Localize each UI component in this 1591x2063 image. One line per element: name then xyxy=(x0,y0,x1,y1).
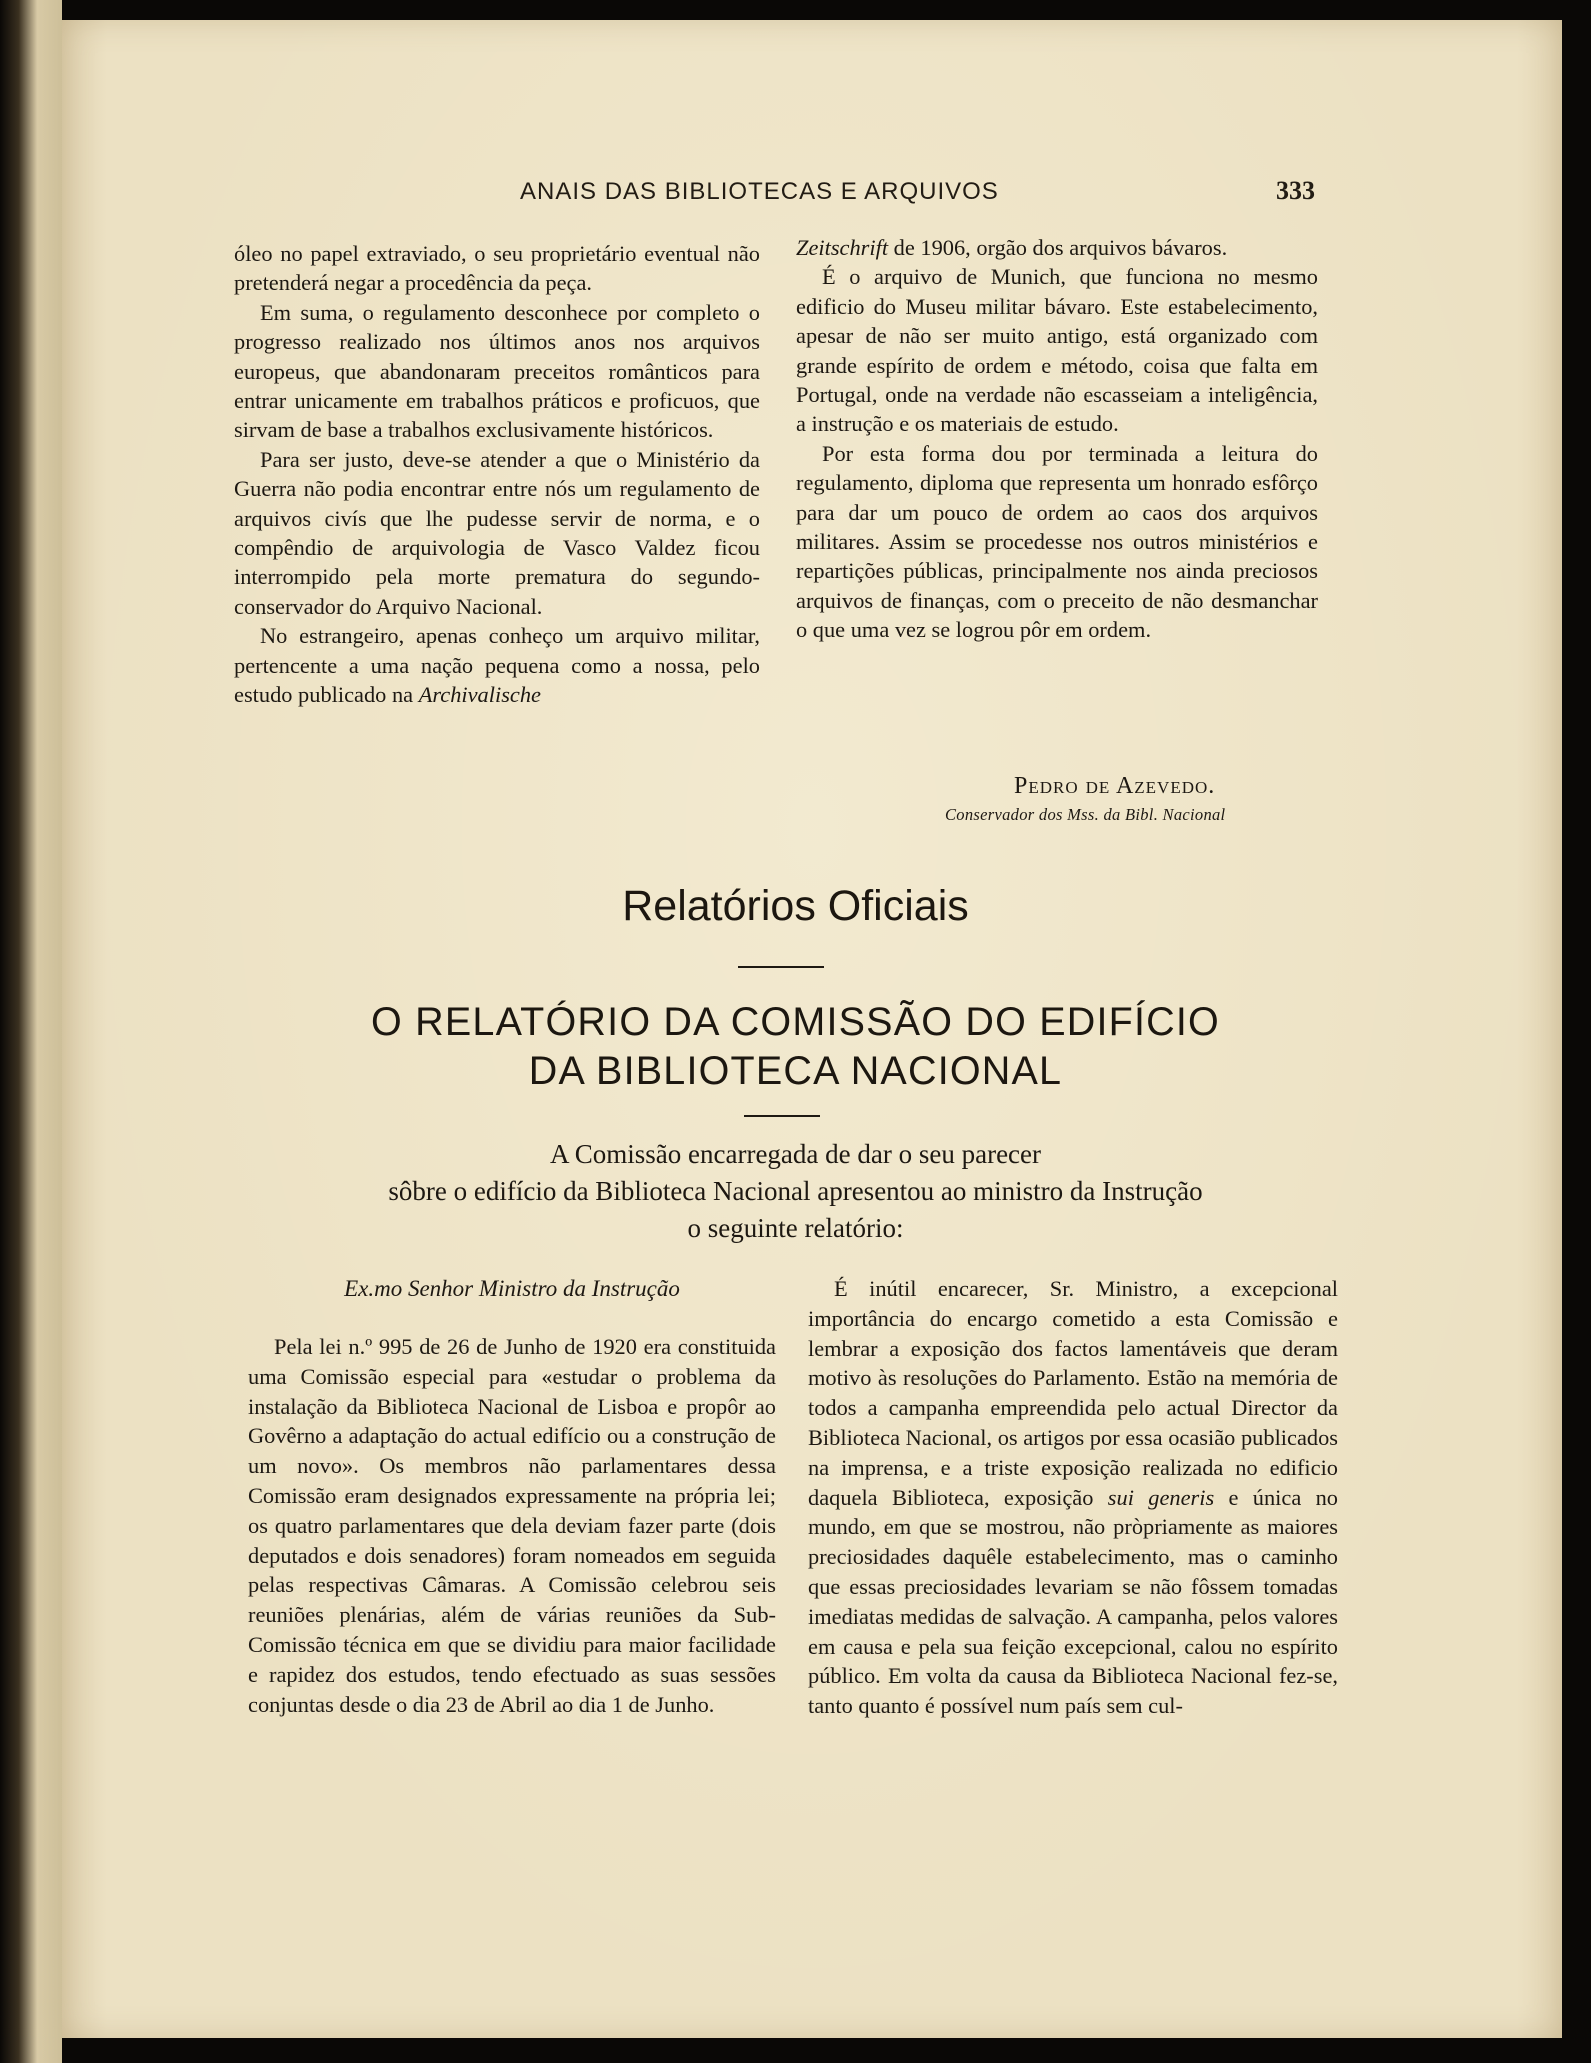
top-left-column xyxy=(234,239,760,710)
signature-role: Conservador dos Mss. da Bibl. Nacional xyxy=(945,805,1226,824)
journal-title: Archivalische xyxy=(418,682,541,708)
paragraph xyxy=(234,621,760,709)
paragraph-text: e única no mundo, em que se mostrou, não pròpriamente as maiores preciosidades daquêle estabelecimento, mas o caminho que essas preciosidades levariam se não fôssem tomadas imediatas medidas de salvação. A campanha, pelos valores em causa e pela sua feição excepcional, calou no espírito público. Em volta da causa da Biblioteca Nacional fez-se, tanto quanto é possível num país sem cul- xyxy=(808,1484,1338,1719)
paragraph xyxy=(808,1274,1338,1721)
intro-line: sôbre o edifício da Biblioteca Nacional apresentou ao ministro da Instrução xyxy=(388,1176,1203,1206)
paragraph-text: É inútil encarecer, Sr. Ministro, a excepcional importância do encargo cometido a esta Comissão e lembrar a exposição dos factos lamentáveis que deram motivo às resoluções do Parlamento. Estão na memória de todos a campanha empreendida pelo actual Director da Biblioteca Nacional, os artigos por essa ocasião publicados na imprensa, e a triste exposição realizada no edificio daquela Biblioteca, exposição xyxy=(808,1276,1338,1510)
salutation: Ex.mo Senhor Ministro da Instrução xyxy=(344,1276,680,1301)
running-head: ANAIS DAS BIBLIOTECAS E ARQUIVOS xyxy=(520,178,999,205)
top-right-column xyxy=(796,233,1318,645)
paragraph: Para ser justo, deve-se atender a que o Ministério da Guerra não podia encontrar entre nós um regulamento de arquivos civís que lhe pudesse servir de norma, e o compêndio de arquivologia de Vasco Valdez ficou interrompido pela morte prematura do segundo-conservador do Arquivo Nacional. xyxy=(234,446,760,619)
bottom-left-column xyxy=(248,1332,776,1719)
paragraph: Por esta forma dou por terminada a leitura do regulamento, diploma que representa um honrado esfôrço para dar um pouco de ordem ao caos dos arquivos militares. Assim se procedesse nos outros ministérios e repartições públicas, principalmente nos ainda preciosos arquivos de finanças, com o preceito de não desmanchar o que uma vez se logrou pôr em ordem. xyxy=(796,440,1318,643)
page-number: 333 xyxy=(1276,176,1315,205)
paragraph: É o arquivo de Munich, que funciona no mesmo edificio do Museu militar bávaro. Este estabelecimento, apesar de não ser muito antigo, está organizado com grande espírito de ordem e método, coisa que falta em Portugal, onde na verdade não escasseiam a inteligência, a instrução e os materiais de estudo. xyxy=(796,264,1318,437)
paragraph-text: de 1906, orgão dos arquivos bávaros. xyxy=(888,235,1228,260)
signature-name: Pedro de Azevedo. xyxy=(1014,773,1216,799)
latin-phrase: sui generis xyxy=(1107,1484,1215,1510)
article-title xyxy=(0,998,1591,1096)
paragraph xyxy=(796,233,1318,262)
divider-rule xyxy=(738,966,824,968)
paragraph: óleo no papel extraviado, o seu proprietário eventual não pretenderá negar a procedência da peça. xyxy=(234,241,760,296)
section-title: Relatórios Oficiais xyxy=(622,882,969,930)
intro-line: A Comissão encarregada de dar o seu parecer xyxy=(549,1139,1042,1169)
journal-title: Zeitschrift xyxy=(796,235,889,260)
paragraph: Em suma, o regulamento desconhece por completo o progresso realizado nos últimos anos nos arquivos europeus, que abandonaram preceitos românticos para entrar unicamente em trabalhos práticos e proficuos, que sirvam de base a trabalhos exclusivamente históricos. xyxy=(234,299,760,443)
bottom-right-column xyxy=(808,1274,1338,1721)
divider-rule xyxy=(744,1115,820,1117)
paragraph: Pela lei n.º 995 de 26 de Junho de 1920 era constituida uma Comissão especial para «estudar o problema da instalação da Biblioteca Nacional de Lisboa e propôr ao Govêrno a adaptação do actual edifício ou a construção de um novo». Os membros não parlamentares dessa Comissão eram designados expressamente na própria lei; os quatro parlamentares que dela deviam fazer parte (dois deputados e dois senadores) foram nomeados em seguida pelas respectivas Câmaras. A Comissão celebrou seis reuniões plenárias, além de várias reuniões da Sub-Comissão técnica em que se dividiu para maior facilidade e rapidez dos estudos, tendo efectuado as suas sessões conjuntas desde o dia 23 de Abril ao dia 1 de Junho. xyxy=(248,1334,776,1717)
article-title-line: DA BIBLIOTECA NACIONAL xyxy=(528,1049,1063,1093)
article-intro xyxy=(0,1136,1591,1247)
article-title-line: O RELATÓRIO DA COMISSÃO DO EDIFÍCIO xyxy=(371,1000,1220,1044)
paragraph-text: No estrangeiro, apenas conheço um arquivo militar, pertencente a uma nação pequena como a nossa, pelo estudo publicado na xyxy=(234,623,760,708)
intro-line: o seguinte relatório: xyxy=(687,1213,904,1243)
